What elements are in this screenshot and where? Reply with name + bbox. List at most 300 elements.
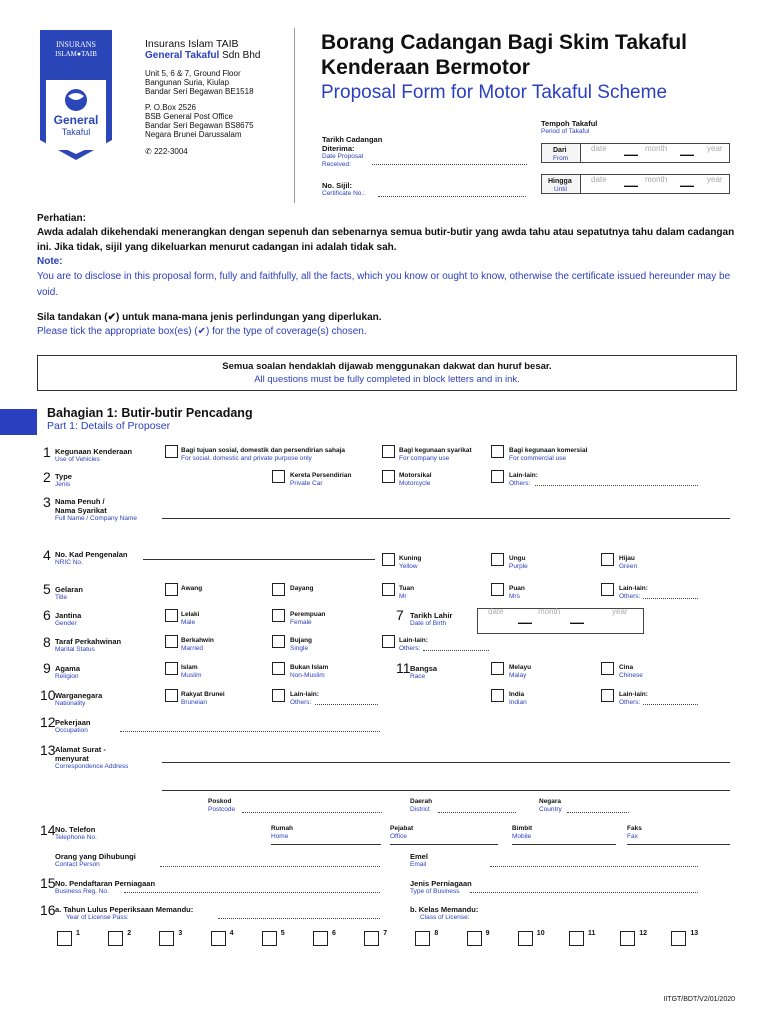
- q3-malay-2: Nama Syarikat: [55, 506, 107, 515]
- q6-male-checkbox[interactable]: [165, 609, 178, 622]
- q6-male-english: Male: [181, 619, 196, 626]
- q4-yellow-checkbox[interactable]: [382, 553, 395, 566]
- q5-dayang-checkbox[interactable]: [272, 583, 285, 596]
- q12-occupation-field[interactable]: [120, 731, 380, 732]
- q13-malay-1: Alamat Surat -: [55, 745, 106, 754]
- q4-green-label: [619, 555, 637, 571]
- q11-chinese-label: [619, 664, 643, 680]
- q14-contact-malay: Orang yang Dihubungi: [55, 852, 136, 861]
- q6-male-label: [181, 611, 199, 627]
- q14-fax-english: Fax: [627, 833, 638, 840]
- q13-postcode-label: [208, 798, 235, 814]
- q8-number: 8: [43, 634, 51, 650]
- q1-label: [55, 447, 132, 464]
- until-month-placeholder: month: [645, 175, 668, 184]
- company-logo: [40, 30, 112, 160]
- q2-others-checkbox[interactable]: [491, 470, 504, 483]
- title-malay-1: Borang Cadangan Bagi Skim Takaful: [321, 31, 688, 54]
- q2-number: 2: [43, 469, 51, 485]
- q13-country-malay: Negara: [539, 798, 562, 805]
- q9-malay: Agama: [55, 664, 81, 673]
- q1-company-malay: Bagi kegunaan syarikat: [399, 447, 472, 454]
- q14-email-english: Email: [410, 861, 427, 868]
- q10-others-checkbox[interactable]: [272, 689, 285, 702]
- q14-malay: No. Telefon: [55, 825, 96, 834]
- q12-number: 12: [40, 714, 56, 730]
- q2-others-english: Others:: [509, 480, 531, 487]
- notice-block: [37, 212, 737, 339]
- q7-dash-1: —: [518, 614, 532, 630]
- q3-name-field[interactable]: [162, 518, 730, 519]
- q14-mobile-malay: Bimbit: [512, 825, 533, 832]
- q4-purple-checkbox[interactable]: [491, 553, 504, 566]
- q2-malay: Type: [55, 472, 72, 481]
- period-malay: Tempoh Takaful: [541, 119, 598, 128]
- from-english: From: [553, 155, 569, 162]
- cert-no-english: Certificate No.:: [322, 190, 365, 197]
- company-address-block: [145, 38, 295, 156]
- q11-malay: Bangsa: [410, 664, 438, 673]
- license-class-label: 10: [536, 930, 545, 937]
- q14-contact-field[interactable]: [160, 866, 380, 867]
- date-received-malay: Tarikh Cadangan Diterima:: [322, 135, 383, 153]
- q13-address-line-2[interactable]: [162, 790, 730, 791]
- q1-social-malay: Bagi tujuan sosial, domestik dan persendirian sahaja: [181, 447, 345, 454]
- po-line-2: BSB General Post Office: [145, 112, 233, 121]
- notice-head-english: Note:: [37, 256, 63, 267]
- q8-single-checkbox[interactable]: [272, 635, 285, 648]
- q5-awang-checkbox[interactable]: [165, 583, 178, 596]
- q7-date-placeholder: date: [488, 607, 504, 616]
- q15-type-english: Type of Business: [410, 888, 460, 895]
- cert-no-malay: No. Sijil:: [322, 181, 352, 190]
- q9-label: [55, 664, 80, 681]
- q7-dash-2: —: [570, 614, 584, 630]
- q9-muslim-malay: Islam: [181, 664, 198, 671]
- q1-company-checkbox[interactable]: [382, 445, 395, 458]
- q5-others-english: Others:: [619, 593, 641, 600]
- q8-others-checkbox[interactable]: [382, 635, 395, 648]
- q9-non-muslim-label: [290, 664, 328, 680]
- license-class-checkbox[interactable]: [467, 931, 482, 946]
- q2-private-car-checkbox[interactable]: [272, 470, 285, 483]
- q4-yellow-malay: Kuning: [399, 555, 422, 562]
- q7-month-placeholder: month: [538, 607, 561, 616]
- q2-label: [55, 472, 72, 489]
- q11-malay-label: [509, 664, 531, 680]
- from-date-placeholder: date: [591, 144, 607, 153]
- q4-english: NRIC No.: [55, 559, 83, 566]
- q2-others-field[interactable]: [535, 485, 698, 486]
- date-received-english: Date Proposal Received:: [322, 153, 364, 168]
- q2-motorcycle-malay: Motorsikal: [399, 472, 432, 479]
- q11-chinese-checkbox[interactable]: [601, 662, 614, 675]
- q14-office-field[interactable]: [390, 844, 498, 845]
- phone-number: 222-3004: [153, 147, 188, 156]
- q11-chinese-english: Chinese: [619, 672, 643, 679]
- q6-female-english: Female: [290, 619, 312, 626]
- q2-private-car-english: Private Car: [290, 480, 323, 487]
- q11-malay-malay: Melayu: [509, 664, 532, 671]
- q9-non-muslim-malay: Bukan Islam: [290, 664, 329, 671]
- q13-postcode-field[interactable]: [242, 812, 382, 813]
- q16-class-label: [410, 905, 478, 922]
- q11-english: Race: [410, 673, 426, 680]
- q4-green-english: Green: [619, 563, 638, 570]
- q11-malay-english: Malay: [509, 672, 527, 679]
- q4-nric-field[interactable]: [143, 559, 375, 560]
- po-line-1: P. O.Box 2526: [145, 103, 196, 112]
- q11-indian-checkbox[interactable]: [491, 689, 504, 702]
- license-class-checkbox[interactable]: [415, 931, 430, 946]
- license-class-checkbox[interactable]: [108, 931, 123, 946]
- q4-purple-malay: Ungu: [509, 555, 526, 562]
- q7-malay: Tarikh Lahir: [410, 611, 453, 620]
- license-class-checkbox[interactable]: [57, 931, 72, 946]
- q1-social-label: [181, 447, 345, 463]
- q14-fax-field[interactable]: [627, 844, 730, 845]
- license-class-label: 2: [127, 930, 132, 937]
- section-marker: [0, 409, 37, 435]
- q3-malay-1: Nama Penuh /: [55, 497, 105, 506]
- q16-year-label: [55, 905, 193, 922]
- logo-text-top: INSURANS: [55, 40, 96, 49]
- license-class-label: 11: [588, 930, 596, 937]
- q8-others-english: Others:: [399, 645, 421, 652]
- until-english: Until: [554, 186, 568, 193]
- license-class-checkbox[interactable]: [671, 931, 686, 946]
- tick-instruction-english: Please tick the appropriate box(es) (✔) for the type of coverage(s) chosen.: [37, 326, 367, 337]
- q13-postcode-english: Postcode: [208, 806, 236, 813]
- q9-muslim-label: [181, 664, 202, 680]
- q14-fax-malay: Faks: [627, 825, 642, 832]
- po-line-4: Negara Brunei Darussalam: [145, 130, 242, 139]
- q13-postcode-malay: Poskod: [208, 798, 232, 805]
- q14-office-label: [390, 825, 413, 841]
- q7-english: Date of Birth: [410, 620, 447, 627]
- q5-mr-checkbox[interactable]: [382, 583, 395, 596]
- q1-commercial-label: [509, 447, 587, 463]
- q2-private-car-label: [290, 472, 351, 488]
- from-label-box: [541, 143, 581, 163]
- q6-number: 6: [43, 607, 51, 623]
- logo-text-mid: ISLAM●TAIB: [55, 50, 97, 58]
- license-class-label: 4: [229, 930, 234, 937]
- q12-label: [55, 718, 90, 735]
- q11-others-malay: Lain-lain:: [619, 691, 648, 698]
- from-year-placeholder: year: [707, 144, 723, 153]
- q12-english: Occupation: [55, 727, 88, 734]
- q8-others-malay: Lain-lain:: [399, 637, 428, 644]
- cert-no-label: [322, 181, 365, 198]
- license-class-label: 5: [280, 930, 285, 937]
- until-date-placeholder: date: [591, 175, 607, 184]
- q6-malay: Jantina: [55, 611, 82, 620]
- q4-purple-english: Purple: [509, 563, 528, 570]
- until-dash-2: —: [680, 177, 694, 193]
- q15-type-malay: Jenis Perniagaan: [410, 879, 472, 888]
- q14-office-malay: Pejabat: [390, 825, 414, 832]
- until-label-box: [541, 174, 581, 194]
- q7-year-placeholder: year: [612, 607, 628, 616]
- q5-mrs-english: Mrs: [509, 593, 520, 600]
- q3-english: Full Name / Company Name: [55, 515, 137, 522]
- q16-class-malay: b. Kelas Memandu:: [410, 905, 479, 914]
- q10-others-malay: Lain-lain:: [290, 691, 319, 698]
- q11-indian-label: [509, 691, 527, 707]
- license-class-checkbox[interactable]: [364, 931, 379, 946]
- until-dash-1: —: [624, 177, 638, 193]
- q1-social-checkbox[interactable]: [165, 445, 178, 458]
- q16-year-english: Year of License Pass:: [66, 914, 129, 921]
- q4-yellow-english: Yellow: [399, 563, 418, 570]
- q16-year-field[interactable]: [218, 918, 380, 919]
- q11-malay-checkbox[interactable]: [491, 662, 504, 675]
- q1-commercial-english: For commercial use: [509, 455, 567, 462]
- q7-number: 7: [396, 607, 404, 623]
- q5-mrs-label: [509, 585, 525, 601]
- q9-muslim-english: Muslim: [181, 672, 202, 679]
- q15-english: Business Reg. No.: [55, 888, 109, 895]
- q13-district-malay: Daerah: [410, 798, 433, 805]
- q2-motorcycle-checkbox[interactable]: [382, 470, 395, 483]
- q5-mrs-malay: Puan: [509, 585, 525, 592]
- q8-label: [55, 637, 121, 654]
- q5-mr-english: Mr: [399, 593, 407, 600]
- section-1-title-english: Part 1: Details of Proposer: [47, 420, 171, 432]
- company-subname: [145, 50, 295, 61]
- q4-malay: No. Kad Pengenalan: [55, 550, 128, 559]
- q9-non-muslim-checkbox[interactable]: [272, 662, 285, 675]
- notice-head-malay: Perhatian:: [37, 213, 86, 224]
- ink-instruction-english: All questions must be fully completed in block letters and in ink.: [254, 374, 520, 385]
- q5-mrs-checkbox[interactable]: [491, 583, 504, 596]
- q13-district-label: [410, 798, 432, 814]
- q4-purple-label: [509, 555, 528, 571]
- q14-home-field[interactable]: [271, 844, 381, 845]
- company-subname-rest: Sdn Bhd: [219, 50, 261, 61]
- q11-indian-english: Indian: [509, 699, 527, 706]
- q14-mobile-field[interactable]: [512, 844, 616, 845]
- q6-male-malay: Lelaki: [181, 611, 200, 618]
- q2-others-label: [509, 472, 538, 488]
- q12-malay: Pekerjaan: [55, 718, 91, 727]
- q8-married-label: [181, 637, 214, 653]
- title-malay-2: Kenderaan Bermotor: [321, 56, 530, 79]
- q13-number: 13: [40, 742, 56, 758]
- q14-mobile-english: Mobile: [512, 833, 532, 840]
- q10-number: 10: [40, 687, 56, 703]
- q10-label: [55, 691, 102, 708]
- q14-english: Telephone No.: [55, 834, 97, 841]
- q2-motorcycle-label: [399, 472, 432, 488]
- q14-email-field[interactable]: [490, 866, 698, 867]
- q1-company-label: [399, 447, 472, 463]
- q13-district-english: District: [410, 806, 430, 813]
- q7-label: [410, 611, 452, 628]
- license-class-checkbox[interactable]: [159, 931, 174, 946]
- q13-label: [55, 745, 128, 771]
- addr-line-3: Bandar Seri Begawan BE1518: [145, 87, 254, 96]
- q1-malay: Kegunaan Kenderaan: [55, 447, 133, 456]
- q5-mr-label: [399, 585, 414, 601]
- q5-dayang-label: [290, 585, 313, 593]
- date-received-field[interactable]: [372, 164, 527, 165]
- header-divider: [294, 28, 295, 203]
- q9-english: Religion: [55, 673, 79, 680]
- license-class-checkbox[interactable]: [569, 931, 584, 946]
- cert-no-field[interactable]: [378, 196, 526, 197]
- q14-email-malay: Emel: [410, 852, 428, 861]
- q14-contact-english: Contact Person: [55, 861, 100, 868]
- q4-green-malay: Hijau: [619, 555, 635, 562]
- title-english: Proposal Form for Motor Takaful Scheme: [321, 82, 668, 103]
- q16-number: 16: [40, 902, 56, 918]
- q13-district-field[interactable]: [438, 812, 516, 813]
- q8-married-malay: Berkahwin: [181, 637, 214, 644]
- from-month-placeholder: month: [645, 144, 668, 153]
- q6-english: Gender: [55, 620, 77, 627]
- q1-commercial-malay: Bagi kegunaan komersial: [509, 447, 588, 454]
- ink-instruction-malay: Semua soalan hendaklah dijawab menggunakan dakwat dan huruf besar.: [222, 361, 552, 372]
- q11-others-checkbox[interactable]: [601, 689, 614, 702]
- q11-others-field[interactable]: [643, 704, 698, 705]
- q4-green-checkbox[interactable]: [601, 553, 614, 566]
- license-class-label: 13: [690, 930, 699, 937]
- q14-label: [55, 825, 97, 842]
- license-class-checkbox[interactable]: [313, 931, 328, 946]
- logo-text-sub: Takaful: [61, 127, 91, 137]
- license-class-label: 12: [639, 930, 647, 937]
- logo-text-main: General: [53, 113, 99, 127]
- q11-indian-malay: India: [509, 691, 525, 698]
- q13-country-label: [539, 798, 562, 814]
- q8-others-field[interactable]: [423, 650, 489, 651]
- q14-home-label: [271, 825, 293, 841]
- q16-year-malay: a. Tahun Lulus Peperiksaan Memandu:: [55, 905, 194, 914]
- period-english: Period of Takaful: [541, 128, 590, 135]
- q15-type-field[interactable]: [470, 892, 698, 893]
- q4-number: 4: [43, 547, 51, 563]
- q6-female-malay: Perempuan: [290, 611, 326, 618]
- q8-single-malay: Bujang: [290, 637, 313, 644]
- ink-instruction-box: [37, 355, 737, 391]
- q9-number: 9: [43, 660, 51, 676]
- q5-awang-label: [181, 585, 202, 593]
- q10-others-field[interactable]: [315, 704, 378, 705]
- q14-office-english: Office: [390, 833, 407, 840]
- q5-malay: Gelaran: [55, 585, 83, 594]
- q14-email-label: [410, 852, 428, 869]
- q15-number: 15: [40, 875, 56, 891]
- q2-others-malay: Lain-lain:: [509, 472, 538, 479]
- q15-label: [55, 879, 155, 896]
- q8-married-english: Married: [181, 645, 204, 652]
- license-class-label: 7: [383, 930, 388, 937]
- q10-english: Nationality: [55, 700, 86, 707]
- q5-number: 5: [43, 581, 51, 597]
- notice-body-malay: Awda adalah dikehendaki menerangkan dengan sepenuh dan sebenarnya semua butir-butir yang awda tahu atau sepatutnya tahu dalam cadangan ini. Jika tidak, sijil yang dikeluarkan menurut cadangan ini adalah tidak sah.: [37, 227, 735, 253]
- q14-home-english: Home: [271, 833, 289, 840]
- from-dash-2: —: [680, 146, 694, 162]
- q15-type-label: [410, 879, 472, 896]
- q1-commercial-checkbox[interactable]: [491, 445, 504, 458]
- phone-line: [145, 147, 295, 156]
- q14-home-malay: Rumah: [271, 825, 294, 832]
- q10-malay: Warganegara: [55, 691, 103, 700]
- q2-motorcycle-english: Motorcycle: [399, 480, 431, 487]
- q13-country-field[interactable]: [567, 812, 629, 813]
- q5-others-field[interactable]: [643, 598, 698, 599]
- q9-non-muslim-english: Non-Muslim: [290, 672, 325, 679]
- q10-bruneian-malay: Rakyat Brunei: [181, 691, 225, 698]
- q14-contact-label: [55, 852, 136, 869]
- company-subname-bold: General Takaful: [145, 50, 220, 61]
- q10-bruneian-checkbox[interactable]: [165, 689, 178, 702]
- q8-married-checkbox[interactable]: [165, 635, 178, 648]
- license-class-label: 1: [76, 930, 80, 937]
- license-class-checkbox[interactable]: [211, 931, 226, 946]
- q3-label: [55, 497, 137, 523]
- q14-number: 14: [40, 822, 56, 838]
- q8-english: Marital Status: [55, 646, 95, 653]
- q5-awang-malay: Awang: [181, 585, 203, 592]
- q5-label: [55, 585, 83, 602]
- period-label: [541, 119, 597, 136]
- license-class-checkbox[interactable]: [262, 931, 277, 946]
- addr-line-2: Bangunan Suria, Kiulap: [145, 78, 230, 87]
- q5-mr-malay: Tuan: [399, 585, 415, 592]
- q2-english: Jenis: [55, 481, 71, 488]
- company-name: Insurans Islam TAIB: [145, 38, 239, 50]
- q13-address-line-1[interactable]: [162, 762, 730, 763]
- q11-others-english: Others:: [619, 699, 641, 706]
- q5-others-checkbox[interactable]: [601, 583, 614, 596]
- section-1-title-malay: Bahagian 1: Butir-butir Pencadang: [47, 406, 253, 420]
- form-code: IITGT/BDT/V2/01/2020: [663, 996, 735, 1003]
- license-class-checkbox[interactable]: [620, 931, 635, 946]
- q14-fax-label: [627, 825, 642, 841]
- q15-malay: No. Pendaftaran Perniagaan: [55, 879, 156, 888]
- until-year-placeholder: year: [707, 175, 723, 184]
- q1-company-english: For company use: [399, 455, 450, 462]
- q1-number: 1: [43, 444, 51, 460]
- q8-malay: Taraf Perkahwinan: [55, 637, 122, 646]
- q13-english: Correspondence Address: [55, 763, 129, 770]
- q6-female-checkbox[interactable]: [272, 609, 285, 622]
- q14-mobile-label: [512, 825, 532, 841]
- q3-number: 3: [43, 494, 51, 510]
- q4-label: [55, 550, 128, 567]
- q5-dayang-malay: Dayang: [290, 585, 314, 592]
- notice-body-english: You are to disclose in this proposal form, fully and faithfully, all the facts, which you know or ought to know, otherwise the certificate issued hereunder may be void.: [37, 271, 731, 298]
- q5-others-malay: Lain-lain:: [619, 585, 648, 592]
- license-class-label: 6: [332, 930, 336, 937]
- tick-instruction-malay: Sila tandakan (✔) untuk mana-mana jenis perlindungan yang diperlukan.: [37, 312, 382, 323]
- q1-social-english: For social, domestic and private purpose only: [181, 455, 312, 462]
- q15-reg-field[interactable]: [124, 892, 380, 893]
- section-1-header: [47, 406, 253, 432]
- addr-line-1: Unit 5, 6 & 7, Ground Floor: [145, 69, 241, 78]
- q11-label: [410, 664, 437, 681]
- q2-private-car-malay: Kereta Persendirian: [290, 472, 352, 479]
- license-class-checkbox[interactable]: [518, 931, 533, 946]
- q10-bruneian-english: Bruneian: [181, 699, 208, 706]
- q5-english: Title: [55, 594, 68, 601]
- license-class-label: 8: [434, 930, 439, 937]
- q9-muslim-checkbox[interactable]: [165, 662, 178, 675]
- po-line-3: Bandar Seri Begawan BS8675: [145, 121, 254, 130]
